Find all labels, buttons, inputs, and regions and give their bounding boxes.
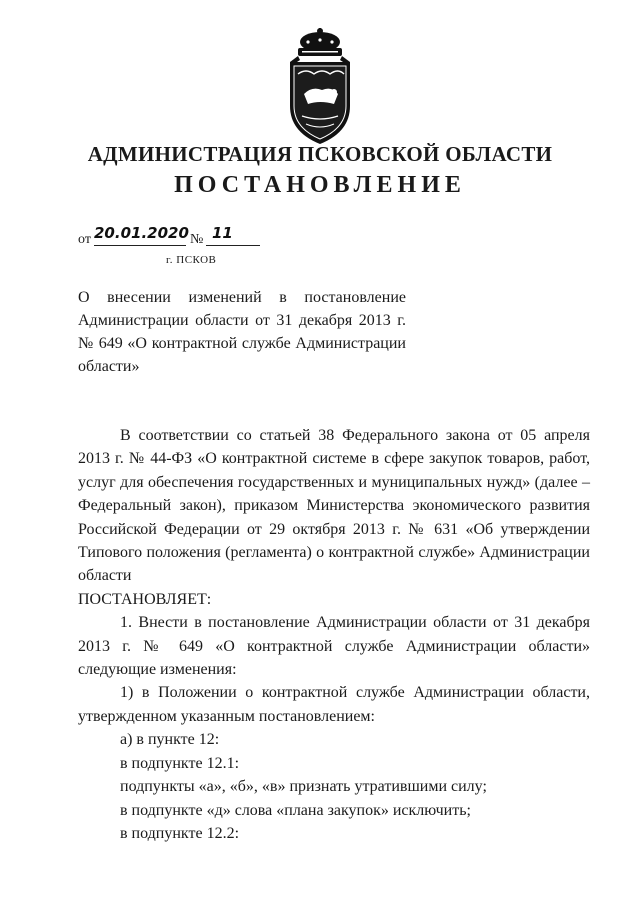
city-label: г. ПСКОВ [166,254,217,266]
subclause-12-1: в подпункте 12.1: [120,754,240,772]
document-body [78,424,590,845]
subclause-a: а) в пункте 12: [120,731,220,749]
subclause-d: в подпункте «д» слова «плана закупок» исключить; [120,801,471,819]
subclause-12-2: в подпункте 12.2: [120,824,240,842]
subclause-12-1-text: подпункты «а», «б», «в» признать утратившими силу; [120,778,487,796]
preamble-paragraph: В соответствии со статьей 38 Федерального закона от 05 апреля 2013 г. № 44-ФЗ «О контрактной системе в сфере закупок товаров, работ, услуг для обеспечения государственных и муниципальных нужд» (далее – Федеральный закон), приказом Министерства экономического развития Российской Федерации от 29 октября 2013 г. № 631 «Об утверждении Типового положения (регламента) о контрактной службе» Администрации области [78,427,590,585]
date-underline [94,245,186,246]
date-number-line [78,226,278,248]
clause-1-1: 1) в Положении о контрактной службе Администрации области, утвержденном указанным постановлением: [78,684,590,725]
decree-word: ПОСТАНОВЛЯЕТ: [78,590,212,608]
handwritten-date: 20.01.2020 [94,224,189,242]
pskov-coat-of-arms-emblem [268,28,372,146]
document-subject: О внесении изменений в постановление Администрации области от 31 декабря 2013 г. № 649 «О контрактной службе Администрации области» [78,289,406,375]
handwritten-number: 11 [212,224,233,242]
organization-title: АДМИНИСТРАЦИЯ ПСКОВСКОЙ ОБЛАСТИ [87,142,553,166]
number-underline [206,245,260,246]
document-type-title: ПОСТАНОВЛЕНИЕ [174,172,466,198]
number-prefix: № [190,232,204,247]
clause-1: 1. Внести в постановление Администрации области от 31 декабря 2013 г. № 649 «О контрактной службе Администрации области» следующие изменения: [78,614,590,679]
date-prefix: от [78,232,91,247]
